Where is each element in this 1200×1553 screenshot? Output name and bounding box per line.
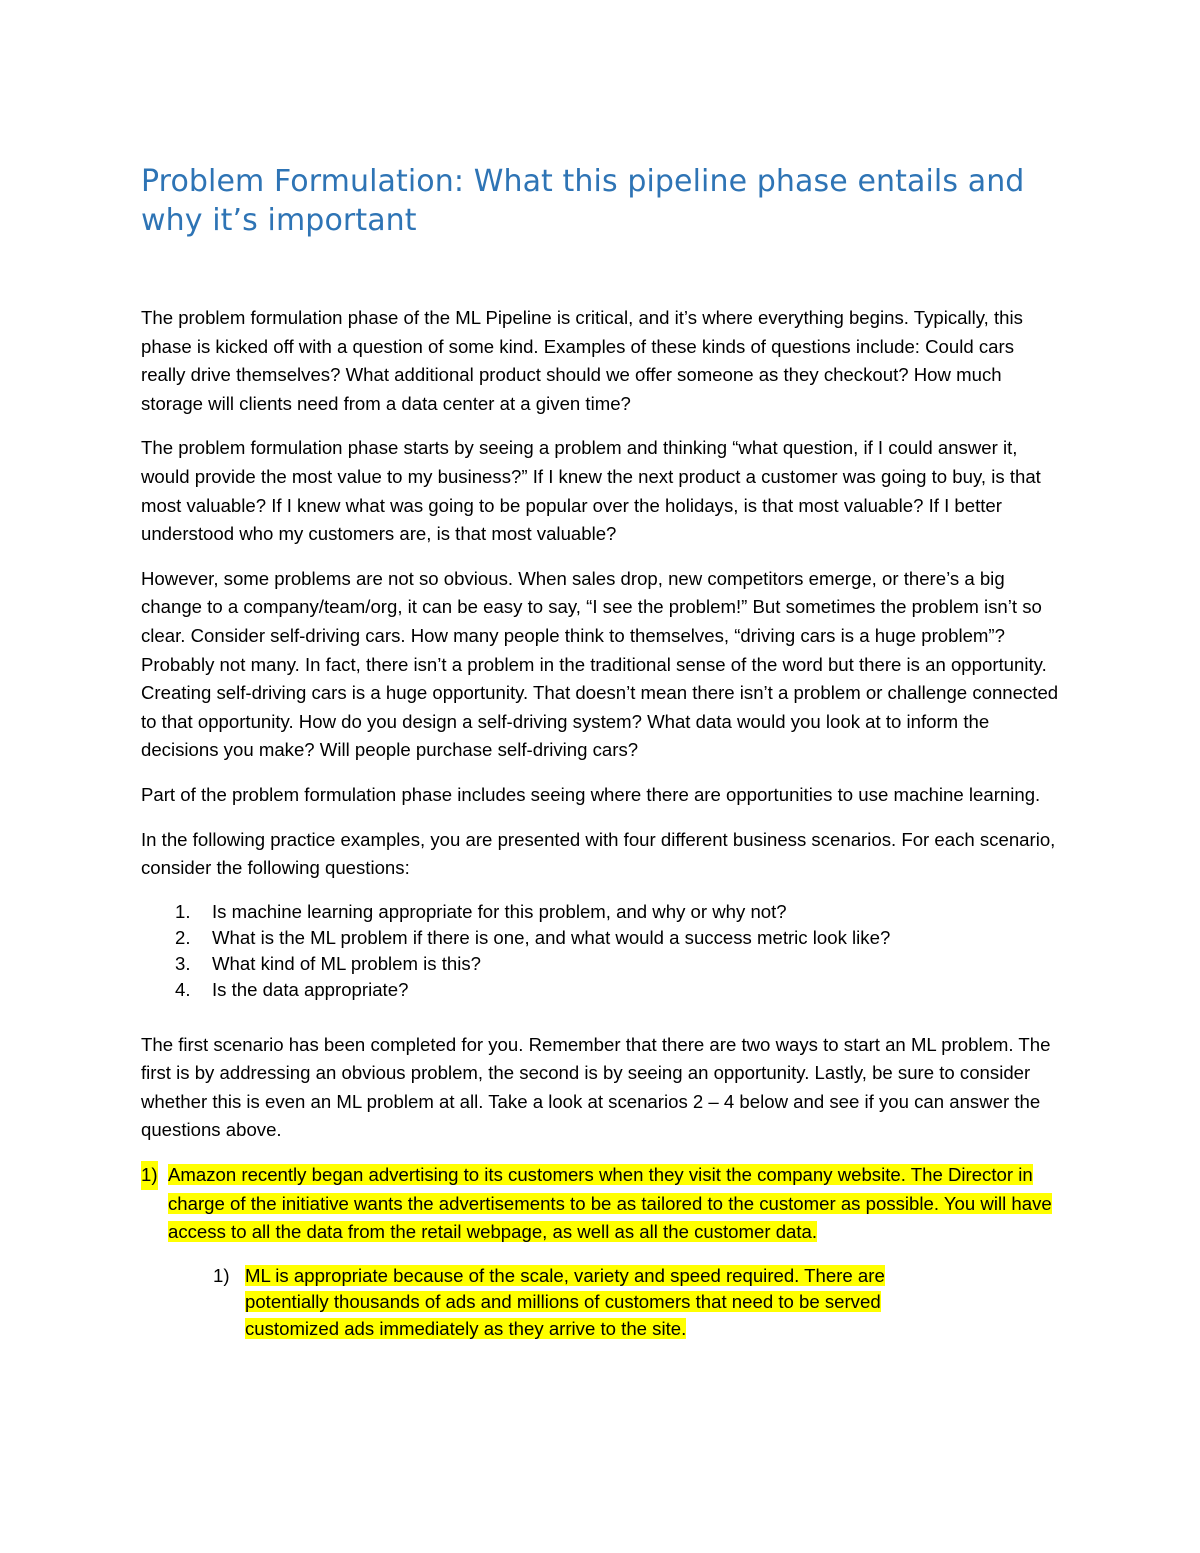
scenario-number: 1)	[141, 1161, 158, 1190]
paragraph-question: The problem formulation phase starts by seeing a problem and thinking “what question, if I could answer it, would provide the most value to my business?” If I knew the next product a customer was going to buy, is that most valuable? If I knew what was going to be popular over the holidays, is that most valuable? If I better understood who my customers are, is that most valuable?	[141, 437, 1041, 545]
questions-list	[141, 899, 1061, 1003]
list-item	[141, 977, 1061, 1003]
paragraph-opportunity: However, some problems are not so obvious. When sales drop, new competitors emerge, or there’s a big change to a company/team/org, it can be easy to say, “I see the problem!” But sometimes the problem isn’t so clear. Consider self-driving cars. How many people think to themselves, “driving cars is a huge problem”? Probably not many. In fact, there isn’t a problem in the traditional sense of the word but there is an opportunity. Creating self-driving cars is a huge opportunity. That doesn’t mean there isn’t a problem or challenge connected to that opportunity. How do you design a self-driving system? What data would you look at to inform the decisions you make? Will people purchase self-driving cars?	[141, 567, 1059, 761]
list-item-number: 3.	[175, 952, 191, 974]
list-item-number: 1.	[175, 900, 191, 922]
answer-text: ML is appropriate because of the scale, variety and speed required. There are potentially thousands of ads and millions of customers that need to be served customized ads immediately as they arrive to the site.	[245, 1264, 885, 1340]
list-item-text: What is the ML problem if there is one, and what would a success metric look like?	[212, 926, 891, 948]
list-item	[141, 899, 1061, 925]
list-item-text: What kind of ML problem is this?	[212, 952, 482, 974]
scenario-1-answer	[213, 1263, 945, 1343]
scenario-text: Amazon recently began advertising to its customers when they visit the company website. The Director in charge of the initiative wants the advertisements to be as tailored to the customer as possible. You will have access to all the data from the retail webpage, as well as all the customer data.	[168, 1164, 1052, 1243]
answer-number: 1)	[213, 1264, 230, 1286]
list-item	[141, 925, 1061, 951]
paragraph-scenarios-intro: The first scenario has been completed for you. Remember that there are two ways to start an ML problem. The first is by addressing an obvious problem, the second is by seeing an opportunity. Lastly, be sure to consider whether this is even an ML problem at all. Take a look at scenarios 2 – 4 below and see if you can answer the questions above.	[141, 1033, 1051, 1141]
document-content	[141, 162, 1061, 1343]
document-title: Problem Formulation: What this pipeline phase entails and why it’s important	[141, 164, 1025, 238]
scenario-1	[141, 1161, 1061, 1247]
paragraph-ml-opportunities: Part of the problem formulation phase includes seeing where there are opportunities to use machine learning.	[141, 783, 1041, 805]
list-item-text: Is the data appropriate?	[212, 978, 409, 1000]
list-item-number: 2.	[175, 926, 191, 948]
list-item	[141, 951, 1061, 977]
paragraph-intro: The problem formulation phase of the ML Pipeline is critical, and it’s where everything begins. Typically, this phase is kicked off with a question of some kind. Examples of these kinds of questions include: Could cars really drive themselves? What additional product should we offer someone as they checkout? How much storage will clients need from a data center at a given time?	[141, 307, 1023, 414]
list-item-text: Is machine learning appropriate for this problem, and why or why not?	[212, 900, 787, 922]
list-item-number: 4.	[175, 978, 191, 1000]
paragraph-practice-intro: In the following practice examples, you are presented with four different business scenarios. For each scenario, consider the following questions:	[141, 828, 1056, 879]
